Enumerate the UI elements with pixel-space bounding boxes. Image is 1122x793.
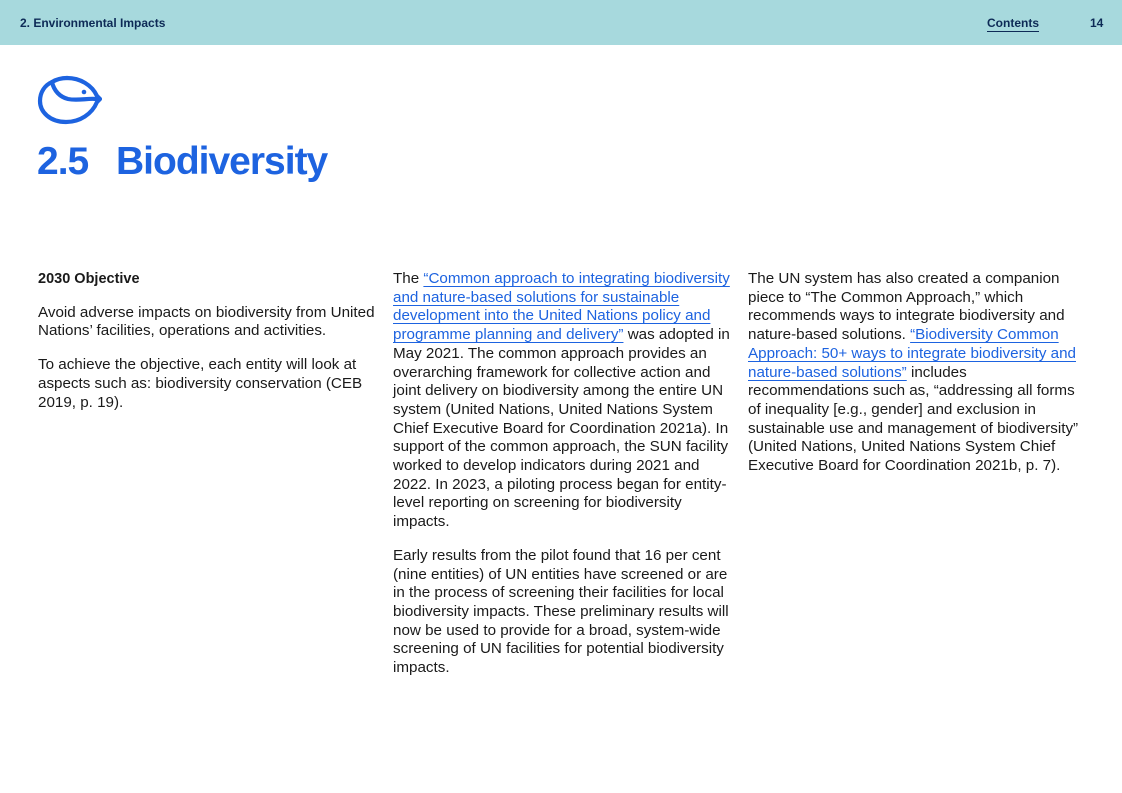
section-label: 2. Environmental Impacts	[20, 16, 166, 30]
page-title	[37, 140, 327, 184]
section-number: 2.5	[37, 140, 89, 183]
column-companion-piece	[748, 270, 1090, 491]
contents-link[interactable]: Contents	[987, 16, 1039, 30]
header-bar	[0, 0, 1122, 45]
common-approach-paragraph: The “Common approach to integrating biodiversity and nature-based solutions for sustainable development into the United Nations policy and programme planning and delivery” was adopted in May 2021. The common approach provides an overarching framework for collective action and joint delivery on biodiversity among the entire UN system (United Nations, United Nations System Chief Executive Board for Coordination 2021a). In support of the common approach, the SUN facility worked to develop indicators during 2021 and 2022. In 2023, a piloting process began for entity-level reporting on screening for biodiversity impacts.	[393, 270, 730, 531]
biodiversity-common-approach-link[interactable]: “Biodiversity Common Approach: 50+ ways to integrate biodiversity and nature-based solutions”	[748, 326, 1076, 381]
companion-paragraph: The UN system has also created a companion piece to “The Common Approach,” which recommends ways to integrate biodiversity and nature-based solutions. “Biodiversity Common Approach: 50+ ways to integrate biodiversity and nature-based solutions” includes recommendations such as, “addressing all forms of inequality [e.g., gender] and exclusion in sustainable use and management of biodiversity” (United Nations, United Nations System Chief Executive Board for Coordination 2021b, p. 7).	[748, 270, 1079, 475]
objective-paragraph: Avoid adverse impacts on biodiversity from United Nations’ facilities, operations and activities.	[38, 303, 375, 340]
bird-icon	[36, 74, 102, 126]
pilot-results-paragraph: Early results from the pilot found that 16 per cent (nine entities) of UN entities have screened or are in the process of screening their facilities for local biodiversity impacts. These preliminary results will now be used to provide for a broad, system-wide screening of UN facilities for potential biodiversity impacts.	[393, 546, 729, 677]
common-approach-link[interactable]: “Common approach to integrating biodiversity and nature-based solutions for sustainable development into the United Nations policy and programme planning and delivery”	[393, 270, 730, 344]
section-title: Biodiversity	[116, 140, 328, 183]
column-common-approach	[393, 270, 735, 693]
column-objective	[38, 270, 380, 427]
aspects-paragraph: To achieve the objective, each entity will look at aspects such as: biodiversity conservation (CEB 2019, p. 19).	[38, 356, 363, 411]
objective-subheading: 2030 Objective	[38, 271, 140, 287]
page-number: 14	[1090, 16, 1104, 30]
